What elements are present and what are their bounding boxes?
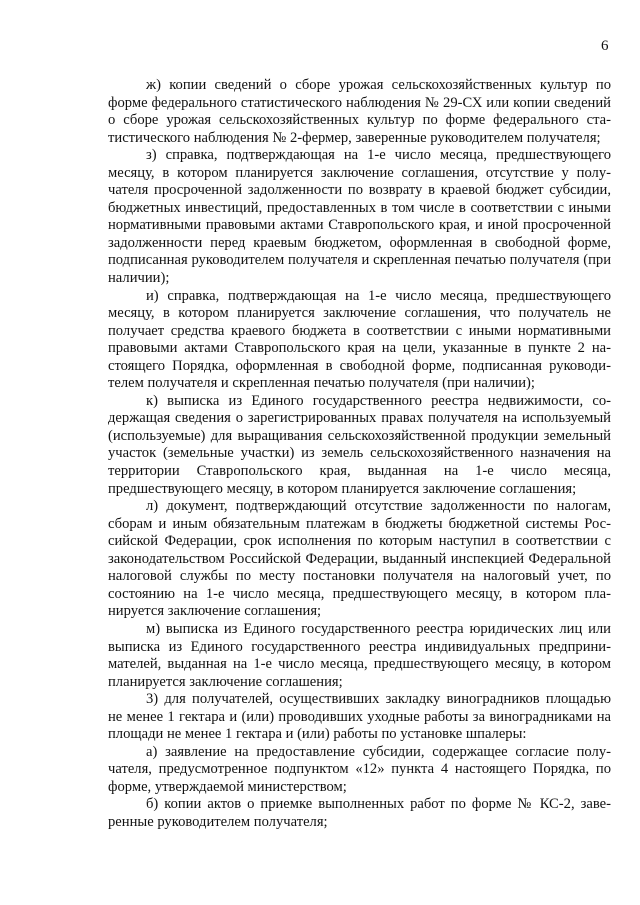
paragraph-z: з) справка, подтверждающая на 1-е число месяца, предшествующего месяцу, в котором планируется заключение соглашения, отсутствие у получателя просроченной задолженности по возврату в краевой бюджет субсидии, бюджетных инвестиций, предоставленных в том числе в соответствии с иными нормативными правовыми актами Ставропольского края, и иной просроченной задолженности перед краевым бюджетом, оформленная в свободной форме, подписанная руководителем получателя и скрепленная печатью получателя (при наличии); — [108, 147, 611, 287]
paragraph-b: б) копии актов о приемке выполненных работ по форме № КС-2, заверенные руководителем получателя; — [108, 796, 611, 830]
paragraph-a: а) заявление на предоставление субсидии, содержащее согласие получателя, предусмотренное подпунктом «12» пункта 4 настоящего Порядка, по форме, утверждаемой министерством; — [108, 743, 611, 795]
document-body — [108, 77, 611, 832]
paragraph-l: л) документ, подтверждающий отсутствие задолженности по налогам, сборам и иным обязательным платежам в бюджеты бюджетной системы Российской Федерации, срок исполнения по которым наступил в соответствии с законодательством Российской Федерации, выданный инспекцией Федеральной налоговой службы по месту постановки получателя на налоговый учет, по состоянию на 1-е число месяца, предшествующего месяцу, в котором планируется заключение соглашения; — [108, 498, 611, 620]
paragraph-i: и) справка, подтверждающая на 1-е число месяца, предшествующего месяцу, в котором планируется заключение соглашения, что получатель не получает средства краевого бюджета в соответствии с иными нормативными правовыми актами Ставропольского края на цели, указанные в пункте 2 настоящего Порядка, оформленная в свободной форме, подписанная руководителем получателя и скрепленная печатью получателя (при наличии); — [108, 287, 611, 392]
paragraph-k: к) выписка из Единого государственного реестра недвижимости, содержащая сведения о зарегистрированных правах получателя на используемый (используемые) для выращивания сельскохозяйственной продукции земельный участок (земельные участки) из земель сельскохозяйственного назначения на территории Ставропольского края, выданная на 1-е число месяца, предшествующего месяцу, в котором планируется заключение соглашения; — [108, 392, 611, 497]
paragraph-m: м) выписка из Единого государственного реестра юридических лиц или выписка из Единого государственного реестра индивидуальных предпринимателей, выданная на 1-е число месяца, предшествующего месяцу, в котором планируется заключение соглашения; — [108, 620, 611, 690]
paragraph-3: 3) для получателей, осуществивших закладку виноградников площадью не менее 1 гектара и (или) проводивших уходные работы за виноградниками на площади не менее 1 гектара и (или) работы по установке шпалеры: — [108, 691, 611, 743]
page-number: 6 — [601, 38, 609, 54]
paragraph-zh: ж) копии сведений о сборе урожая сельскохозяйственных культур по форме федерального статистического наблюдения № 29-СХ или копии сведений о сборе урожая сельскохозяйственных культур по форме федерального статистического наблюдения № 2-фермер, заверенные руководителем получателя; — [108, 77, 611, 146]
